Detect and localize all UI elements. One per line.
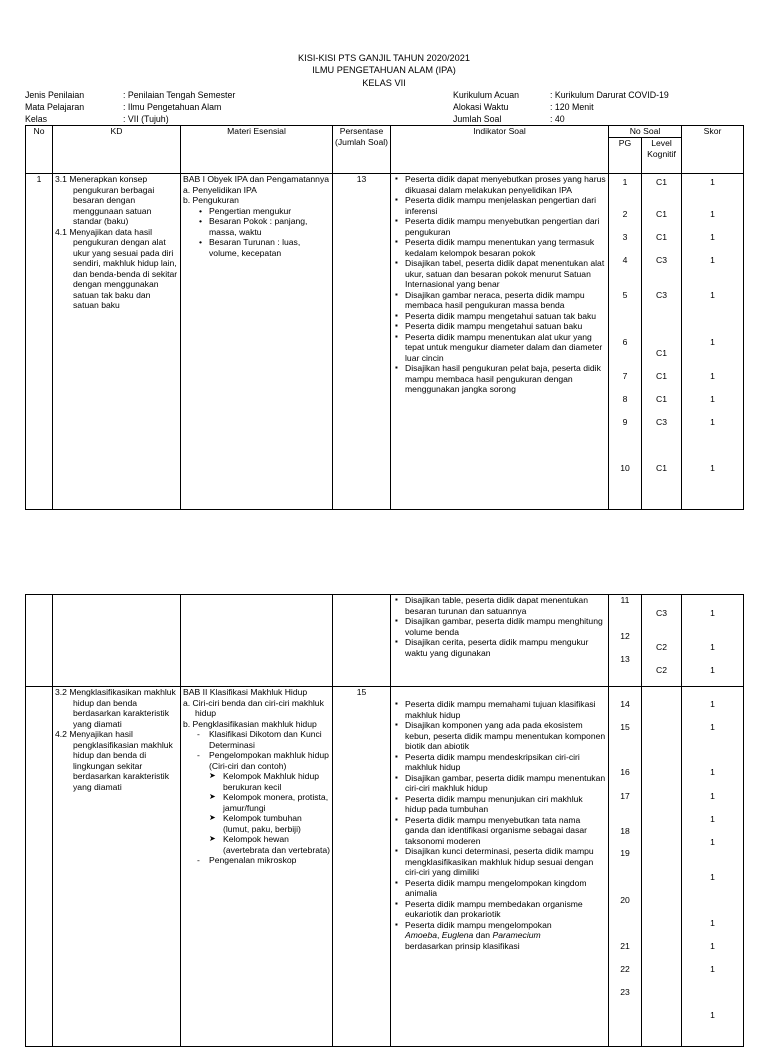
skor-value: 1 [710, 814, 715, 824]
level-value: C2 [656, 642, 667, 652]
row2-pg [609, 595, 642, 687]
skor-value: 1 [710, 177, 715, 187]
skor-value: 1 [710, 699, 715, 709]
row2-skor [682, 595, 744, 687]
doc-title-line1: KISI-KISI PTS GANJIL TAHUN 2020/2021 [298, 53, 470, 63]
row1-materi-bullet: • Pengertian mengukur [183, 206, 330, 217]
pg-number: 23 [620, 987, 630, 997]
pg-number: 8 [622, 394, 628, 404]
pg-number: 18 [620, 826, 630, 836]
indikator-item: ▪ Peserta didik mampu menyebutkan pengertian dari pengukuran [405, 216, 606, 237]
doc-title-line3: KELAS VII [362, 78, 406, 88]
level-value: C1 [656, 463, 667, 473]
pg-number: 12 [620, 631, 630, 641]
indikator-item: ▪ Disajikan hasil pengukuran pelat baja, peserta didik mampu membaca hasil pengukuran dengan menggunakan jangka sorong [405, 363, 606, 395]
row1-materi-a: a. Penyelidikan IPA [183, 184, 257, 195]
level-value: C3 [656, 417, 667, 427]
pg-number: 10 [620, 463, 630, 473]
col-nosoal-header: No Soal [609, 126, 682, 138]
row1-materi-bullet: • Besaran Turunan : luas, volume, kecepatan [183, 237, 330, 258]
skor-value: 1 [710, 290, 715, 300]
row1-persentase: 13 [333, 174, 391, 510]
skor-value: 1 [710, 463, 715, 473]
meta-value-jenis: : Penilaian Tengah Semester [123, 90, 236, 100]
indikator-item: ▪ Disajikan table, peserta didik dapat menentukan besaran turunan dan satuannya [405, 595, 606, 616]
row3-kd [53, 687, 181, 1047]
meta-value-jumlah: : 40 [550, 114, 565, 124]
row3-materi-dash: - Pengelompokan makhluk hidup (Ciri-ciri dan contoh) [183, 750, 330, 771]
col-pg-header: PG [609, 138, 642, 174]
skor-value: 1 [710, 767, 715, 777]
indikator-item: ▪ Disajikan cerita, peserta didik mampu mengukur waktu yang digunakan [405, 637, 606, 658]
meta-label-jenis: Jenis Penilaian [25, 90, 85, 100]
row3-persentase: 15 [333, 687, 391, 1047]
row3-level [642, 687, 682, 1047]
level-value: C3 [656, 255, 667, 265]
kisi-table-page2 [25, 594, 744, 1047]
skor-value: 1 [710, 255, 715, 265]
skor-value: 1 [710, 232, 715, 242]
indikator-text: Peserta didik mampu mengelompokan [405, 919, 552, 930]
level-value: C1 [656, 371, 667, 381]
col-indikator-header: Indikator Soal [391, 126, 609, 174]
col-persentase-header: Persentase (Jumlah Soal) [333, 126, 391, 174]
meta-label-kelas: Kelas [25, 114, 48, 124]
row3-materi-arrow-item: ➤ Kelompok Makhluk hidup berukuran kecil [183, 771, 330, 792]
meta-label-mapel: Mata Pelajaran [25, 102, 85, 112]
row1-materi-title: BAB I Obyek IPA dan Pengamatannya [183, 174, 330, 184]
skor-value: 1 [710, 417, 715, 427]
meta-label-kurikulum: Kurikulum Acuan [453, 90, 520, 100]
kisi-table-page1 [25, 125, 744, 510]
row2-level [642, 595, 682, 687]
pg-number: 14 [620, 699, 630, 709]
skor-value: 1 [710, 337, 715, 347]
row1-kd [53, 174, 181, 510]
indikator-item: ▪ Peserta didik mampu mengetahui satuan tak baku [405, 311, 606, 322]
pg-number: 22 [620, 964, 630, 974]
row1-pg [609, 174, 642, 510]
pg-number: 20 [620, 895, 630, 905]
pg-number: 9 [622, 417, 628, 427]
meta-value-kelas: : VII (Tujuh) [123, 114, 169, 124]
pg-number: 1 [622, 177, 628, 187]
skor-value: 1 [710, 722, 715, 732]
level-value: C1 [656, 177, 667, 187]
organism-name: Euglena [441, 930, 474, 940]
level-value: C1 [656, 209, 667, 219]
row1-kd-item: 3.1 Menerapkan konsep pengukuran berbagai besaran dengan menggunaan satuan standar (baku) [55, 174, 155, 226]
meta-label-jumlah: Jumlah Soal [453, 114, 502, 124]
meta-value-mapel: : Ilmu Pengetahuan Alam [123, 102, 222, 112]
pg-number: 13 [620, 654, 630, 664]
row1-materi-bullet: • Besaran Pokok : panjang, massa, waktu [183, 216, 330, 237]
row3-skor [682, 687, 744, 1047]
col-level-header: Level Kognitif [642, 138, 682, 174]
row3-kd-item: 4.2 Menyajikan hasil pengklasifikasian makhluk hidup dan benda di lingkungan sekitar berdasarkan karakteristik yang diamati [55, 729, 173, 792]
pg-number: 17 [620, 791, 630, 801]
indikator-text: berdasarkan prinsip klasifikasi [405, 940, 520, 951]
skor-value: 1 [710, 872, 715, 882]
row1-kd-item: 4.1 Menyajikan data hasil pengukuran dengan alat ukur yang sesuai pada diri sendiri, makhluk hidup lain, dan benda-benda di sekitar dengan menggunakan satuan tak baku dan satuan baku [55, 226, 178, 310]
pg-number: 16 [620, 767, 630, 777]
skor-value: 1 [710, 1010, 715, 1020]
level-value: C3 [656, 290, 667, 300]
row3-materi-dash: - Pengenalan mikroskop [183, 855, 330, 866]
level-value: C1 [656, 232, 667, 242]
indikator-item: ▪ Disajikan kunci determinasi, peserta didik mampu mengklasifikasikan makhluk hidup sesuai dengan ciri-ciri yang dimiliki [405, 846, 606, 878]
skor-value: 1 [710, 941, 715, 951]
col-no-header: No [26, 126, 53, 174]
indikator-item: ▪ Disajikan gambar neraca, peserta didik mampu membaca hasil pengukuran massa benda [405, 290, 606, 311]
pg-number: 6 [622, 337, 628, 347]
level-value: C1 [656, 348, 667, 358]
pg-number: 7 [622, 371, 628, 381]
doc-title-line2: ILMU PENGETAHUAN ALAM (IPA) [312, 65, 456, 75]
skor-value: 1 [710, 608, 715, 618]
indikator-item: ▪ Peserta didik mampu menjelaskan pengertian dari inferensi [405, 195, 606, 216]
indikator-item: ▪ Peserta didik mampu menentukan alat ukur yang tepat untuk mengukur diameter dalam dan diameter luar cincin [405, 332, 606, 364]
row1-materi [181, 174, 333, 510]
level-value: C1 [656, 394, 667, 404]
indikator-item: ▪ Peserta didik mampu mengelompokan kingdom animalia [405, 878, 606, 899]
row1-level [642, 174, 682, 510]
pg-number: 4 [622, 255, 628, 265]
indikator-item: ▪ Peserta didik dapat menyebutkan proses yang harus dikuasai dalam melakukan penyelidikan IPA [405, 174, 606, 195]
indikator-item: ▪ Disajikan gambar, peserta didik mampu menghitung volume benda [405, 616, 606, 637]
row3-materi-dash: - Klasifikasi Dikotom dan Kunci Determinasi [183, 729, 330, 750]
row3-materi-title: BAB II Klasifikasi Makhluk Hidup [183, 687, 308, 697]
skor-value: 1 [710, 918, 715, 928]
indikator-item: ▪ Peserta didik mampu menentukan yang termasuk kedalam kelompok besaran pokok [405, 237, 606, 258]
indikator-text: dan [473, 930, 493, 940]
pg-number: 2 [622, 209, 628, 219]
row3-materi-b: b. Pengklasifikasian makhluk hidup [183, 718, 317, 729]
indikator-item-last [405, 920, 606, 952]
row1-no: 1 [26, 174, 53, 510]
pg-number: 3 [622, 232, 628, 242]
skor-value: 1 [710, 964, 715, 974]
indikator-item: ▪ Disajikan tabel, peserta didik dapat menentukan alat ukur, satuan dan besaran pokok menurut Satuan Internasional yang benar [405, 258, 606, 290]
skor-value: 1 [710, 209, 715, 219]
row1-skor [682, 174, 744, 510]
skor-value: 1 [710, 371, 715, 381]
row1-materi-b: b. Pengukuran [183, 195, 239, 205]
meta-label-alokasi: Alokasi Waktu [453, 102, 509, 112]
meta-value-alokasi: : 120 Menit [550, 102, 594, 112]
indikator-text: , [437, 930, 442, 940]
row3-indikator [391, 687, 609, 1047]
row3-materi-arrow-item: ➤ Kelompok monera, protista, jamur/fungi [183, 792, 330, 813]
row3-materi-a: a. Ciri-ciri benda dan ciri-ciri makhluk hidup [183, 697, 324, 718]
row3-kd-item: 3.2 Mengklasifikasikan makhluk hidup dan benda berdasarkan karakteristik yang diamati [55, 687, 176, 729]
indikator-item: ▪ Peserta didik mampu mendeskripsikan ciri-ciri makhluk hidup [405, 752, 606, 773]
row3-materi [181, 687, 333, 1047]
organism-name: Paramecium [492, 930, 541, 940]
pg-number: 11 [620, 595, 630, 605]
row2-materi [181, 595, 333, 687]
indikator-item: ▪ Peserta didik mampu menunjukan ciri makhluk hidup pada tumbuhan [405, 794, 606, 815]
pg-number: 21 [620, 941, 630, 951]
indikator-item: ▪ Peserta didik mampu membedakan organisme eukariotik dan prokariotik [405, 899, 606, 920]
pg-number: 15 [620, 722, 630, 732]
row1-indikator [391, 174, 609, 510]
skor-value: 1 [710, 642, 715, 652]
row2-persentase [333, 595, 391, 687]
skor-value: 1 [710, 837, 715, 847]
row2-kd [53, 595, 181, 687]
indikator-item: ▪ Disajikan komponen yang ada pada ekosistem kebun, peserta didik mampu menentukan komponen biotik dan abiotik [405, 720, 606, 752]
pg-number: 5 [622, 290, 628, 300]
row3-no [26, 687, 53, 1047]
indikator-item: ▪ Peserta didik mampu menyebutkan tata nama ganda dan identifikasi organisme sebagai dasar taksonomi moderen [405, 815, 606, 847]
pg-number: 19 [620, 848, 630, 858]
col-skor-header: Skor [682, 126, 744, 174]
row2-no [26, 595, 53, 687]
row3-materi-arrow-item: ➤ Kelompok hewan (avertebrata dan vertebrata) [183, 834, 330, 855]
organism-name: Amoeba [405, 930, 438, 940]
row3-materi-arrow-item: ➤ Kelompok tumbuhan (lumut, paku, berbiji) [183, 813, 330, 834]
col-materi-header: Materi Esensial [181, 126, 333, 174]
level-value: C3 [656, 608, 667, 618]
meta-value-kurikulum: : Kurikulum Darurat COVID-19 [550, 90, 669, 100]
skor-value: 1 [710, 394, 715, 404]
skor-value: 1 [710, 791, 715, 801]
level-value: C2 [656, 665, 667, 675]
indikator-item: ▪ Disajikan gambar, peserta didik mampu menentukan ciri-ciri makhluk hidup [405, 773, 606, 794]
skor-value: 1 [710, 665, 715, 675]
col-kd-header: KD [53, 126, 181, 174]
indikator-item: ▪ Peserta didik mampu mengetahui satuan baku [405, 321, 606, 332]
row3-pg [609, 687, 642, 1047]
row2-indikator [391, 595, 609, 687]
indikator-item: ▪ Peserta didik mampu memahami tujuan klasifikasi makhluk hidup [405, 699, 606, 720]
